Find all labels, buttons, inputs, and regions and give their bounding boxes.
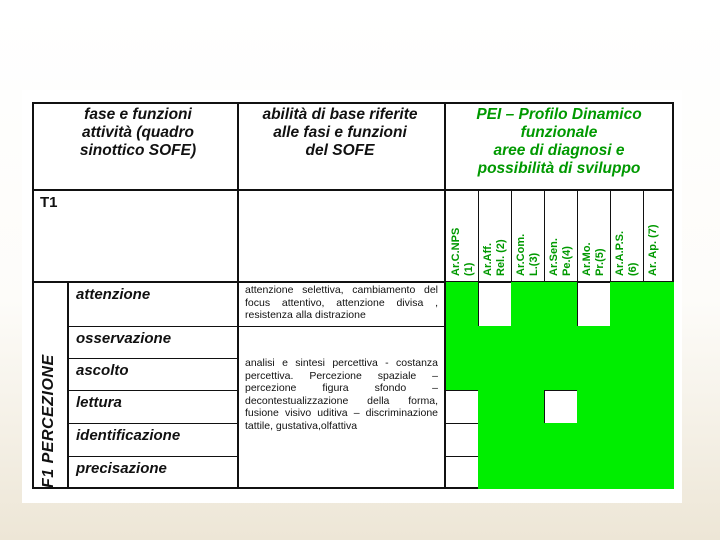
grid-vline (237, 102, 239, 489)
header-line: attività (quadro (82, 124, 194, 141)
area-cell-filled (643, 326, 674, 358)
area-header-line: Pr.(5) (594, 248, 606, 276)
area-header (614, 231, 640, 276)
header-line: fase e funzioni (84, 106, 192, 123)
area-cell-filled (544, 282, 577, 326)
row-label-precisazione: precisazione (76, 460, 167, 477)
area-cell-filled (478, 326, 511, 358)
row-label-ascolto: ascolto (76, 362, 129, 379)
area-cell-filled (511, 390, 544, 423)
area-header-line: (6) (627, 262, 639, 276)
row-label-osservazione: osservazione (76, 330, 172, 347)
area-header (482, 239, 508, 276)
area-cell-filled (610, 456, 643, 489)
area-cell-filled (643, 390, 674, 423)
area-header-line: Pe.(4) (561, 246, 573, 276)
area-header (450, 228, 476, 276)
grid-hline (238, 326, 445, 327)
row-label-attenzione: attenzione (76, 286, 151, 303)
area-header-line: Ar.Com. (515, 233, 527, 276)
grid-hline (32, 281, 674, 283)
area-cell-filled (478, 456, 511, 489)
grid-hline (67, 423, 238, 424)
area-cell-filled (446, 282, 478, 326)
area-header-line: Ar.A.P.S. (614, 230, 626, 276)
header-col-pei (446, 106, 672, 178)
header-line: possibilità di sviluppo (477, 160, 641, 177)
row-label-lettura: lettura (76, 394, 122, 411)
area-cell-filled (544, 358, 577, 390)
area-cell-filled (643, 282, 674, 326)
area-cell-filled (610, 358, 643, 390)
grid-hline (32, 189, 674, 191)
area-cell-filled (610, 326, 643, 358)
grid-vline (67, 282, 69, 489)
area-cell-filled (544, 326, 577, 358)
area-header-line: (1) (463, 262, 475, 276)
header-col-fase (40, 106, 236, 160)
row-label-identificazione: identificazione (76, 427, 181, 444)
area-header-line: Ar.Mo. (581, 242, 593, 276)
area-header (515, 234, 541, 276)
area-header-line: Ar. Ap. (7) (647, 224, 659, 276)
area-header-line: Ar.C.NPS (450, 227, 462, 276)
description-percezione: analisi e sintesi percettiva - costanza percettiva. Percezione spaziale – percezione figura sfondo – decontestualizzazione della forma, fusione visivo uditiva – discriminazione tattile, gustativa,olfattiva (245, 357, 438, 432)
header-line: funzionale (520, 124, 598, 141)
area-header (647, 224, 660, 276)
grid-hline (67, 390, 238, 391)
area-cell-filled (643, 358, 674, 390)
area-cell-filled (544, 456, 577, 489)
section-label-percezione: F1 PERCEZIONE (40, 354, 57, 488)
header-line: abilità di base riferite (262, 106, 418, 123)
area-header (581, 242, 607, 276)
area-cell-filled (577, 423, 610, 456)
grid-hline (67, 456, 238, 457)
area-cell-filled (511, 456, 544, 489)
description-attenzione: attenzione selettiva, cambiamento del focus attentivo, attenzione divisa , resistenza alla distrazione (245, 284, 438, 322)
area-cell-filled (577, 456, 610, 489)
area-cell-filled (577, 326, 610, 358)
t1-label: T1 (40, 194, 58, 211)
area-cell-filled (446, 326, 478, 358)
area-cell-filled (544, 423, 577, 456)
area-header-line: Ar.Aff. (482, 243, 494, 276)
area-cell-filled (643, 423, 674, 456)
area-cell-filled (511, 326, 544, 358)
area-header (548, 238, 574, 276)
header-line: alle fasi e funzioni (273, 124, 407, 141)
header-line: aree di diagnosi e (493, 142, 625, 159)
header-col-abilita (240, 106, 440, 160)
area-header-line: Ar.Sen. (548, 238, 560, 276)
area-header-line: L.(3) (528, 252, 540, 276)
area-header-line: Rel. (2) (495, 239, 507, 276)
area-cell-filled (446, 358, 478, 390)
area-cell-filled (610, 390, 643, 423)
header-line: PEI – Profilo Dinamico (476, 106, 642, 123)
header-line: del SOFE (305, 142, 375, 159)
area-cell-filled (577, 358, 610, 390)
area-cell-filled (478, 390, 511, 423)
area-cell-filled (511, 282, 544, 326)
header-line: sinottico SOFE) (79, 142, 197, 159)
area-cell-filled (610, 282, 643, 326)
area-cell-filled (478, 358, 511, 390)
area-cell-filled (511, 423, 544, 456)
area-cell-filled (643, 456, 674, 489)
grid-hline (67, 326, 238, 327)
area-cell-filled (511, 358, 544, 390)
grid-hline (67, 358, 238, 359)
area-cell-filled (577, 390, 610, 423)
area-cell-filled (610, 423, 643, 456)
area-cell-filled (478, 423, 511, 456)
